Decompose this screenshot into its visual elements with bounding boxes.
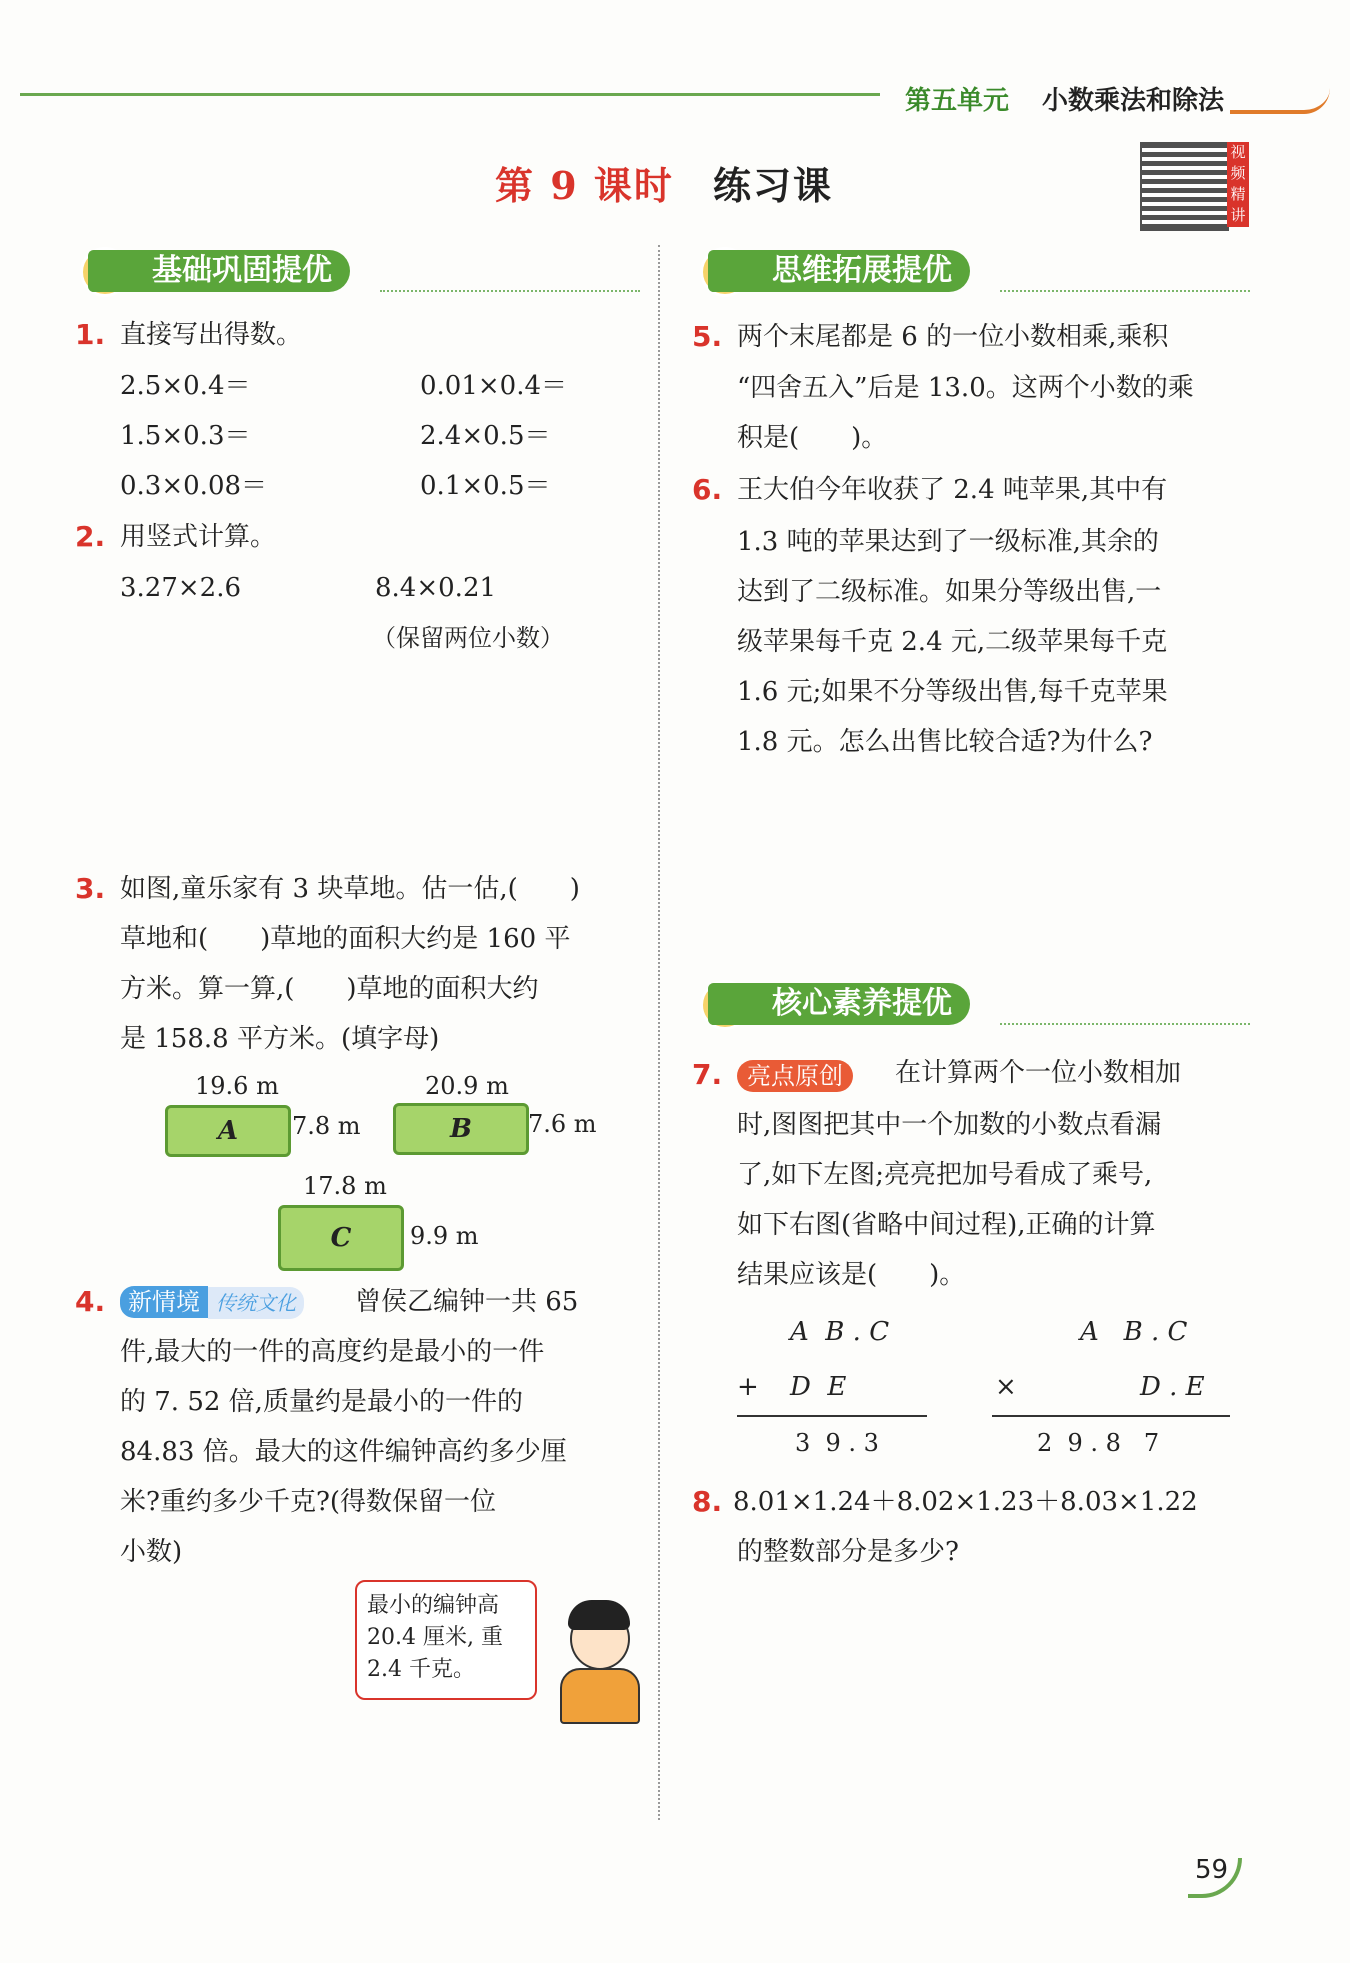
right-product-operator: × [995, 1372, 1017, 1402]
q5-line: “四舍五入”后是 13.0。这两个小数的乘 [737, 373, 1194, 403]
q4-line: 小数) [120, 1537, 183, 1567]
q6-line: 王大伯今年收获了 2.4 吨苹果,其中有 [737, 475, 1168, 505]
header-swoosh-decoration [1230, 88, 1330, 114]
question-number-6: 6. [692, 473, 723, 506]
field-a: A [165, 1105, 291, 1157]
q7-line: 在计算两个一位小数相加 [895, 1058, 1182, 1088]
page-number: 59 [1195, 1855, 1229, 1885]
q6-line: 达到了二级标准。如果分等级出售,一 [737, 577, 1162, 607]
q3-line: 如图,童乐家有 3 块草地。估一估,( ) [120, 874, 580, 904]
unit-label: 第五单元 [905, 86, 1010, 116]
tag-new-context [120, 1282, 304, 1317]
question-number-1: 1. [75, 318, 106, 351]
q1-item: 2.4×0.5＝ [420, 421, 551, 451]
question-1-text: 直接写出得数。 [120, 320, 303, 350]
q3-line: 方米。算一算,( )草地的面积大约 [120, 974, 539, 1004]
question-number-5: 5. [692, 320, 723, 353]
section-divider [1000, 1023, 1250, 1025]
column-divider [658, 245, 660, 1820]
question-number-3: 3. [75, 872, 106, 905]
left-sum-row2: D E [790, 1372, 847, 1402]
tag-new-label: 新情境 [120, 1286, 208, 1318]
q8-line: 8.01×1.24＋8.02×1.23＋8.03×1.22 [733, 1487, 1198, 1517]
unit-title: 小数乘法和除法 [1042, 86, 1225, 116]
q1-item: 1.5×0.3＝ [120, 421, 251, 451]
q7-line: 了,如下左图;亮亮把加号看成了乘号, [737, 1160, 1153, 1190]
q5-line: 积是( )。 [737, 423, 888, 453]
section-divider [380, 290, 640, 292]
q8-line: 的整数部分是多少? [737, 1537, 959, 1567]
field-c-width: 17.8 m [303, 1172, 387, 1200]
lesson-title: 练习课 [713, 164, 834, 208]
q5-line: 两个末尾都是 6 的一位小数相乘,乘积 [737, 322, 1169, 352]
left-sum-operator: + [737, 1372, 759, 1402]
lesson-number: 第 9 课时 [495, 163, 674, 208]
field-a-width: 19.6 m [195, 1072, 279, 1100]
tag-original-label: 亮点原创 [737, 1060, 853, 1092]
section-divider [1000, 290, 1250, 292]
qr-code-icon[interactable] [1140, 142, 1229, 231]
boy-illustration-body [560, 1668, 640, 1724]
q4-line: 84.83 倍。最大的这件编钟高约多少厘 [120, 1437, 567, 1467]
q6-line: 1.8 元。怎么出售比较合适?为什么? [737, 727, 1153, 757]
section-basic: 基础巩固提优 [88, 250, 350, 292]
q1-item: 2.5×0.4＝ [120, 371, 251, 401]
q1-item: 0.1×0.5＝ [420, 471, 551, 501]
field-b: B [393, 1103, 529, 1155]
q2-item: 8.4×0.21 [375, 573, 497, 603]
boy-illustration-hair [568, 1600, 630, 1630]
right-product-row2: D . E [1140, 1372, 1205, 1402]
field-b-height: 7.6 m [528, 1110, 597, 1138]
q7-line: 结果应该是( )。 [737, 1260, 966, 1290]
question-2-text: 用竖式计算。 [120, 522, 277, 552]
q4-line: 的 7. 52 倍,质量约是最小的一件的 [120, 1387, 523, 1417]
right-product-result: 2 9 . 8 7 [1037, 1429, 1160, 1457]
q7-line: 时,图图把其中一个加数的小数点看漏 [737, 1110, 1162, 1140]
field-a-height: 7.8 m [292, 1112, 361, 1140]
q2-note: （保留两位小数） [372, 624, 564, 652]
q4-line: 件,最大的一件的高度约是最小的一件 [120, 1337, 545, 1367]
q2-item: 3.27×2.6 [120, 573, 242, 603]
field-c-height: 9.9 m [410, 1222, 479, 1250]
q6-line: 级苹果每千克 2.4 元,二级苹果每千克 [737, 627, 1168, 657]
field-b-width: 20.9 m [425, 1072, 509, 1100]
question-number-7: 7. [692, 1058, 723, 1091]
question-number-2: 2. [75, 520, 106, 553]
q3-line: 是 158.8 平方米。(填字母) [120, 1024, 440, 1054]
q6-line: 1.3 吨的苹果达到了一级标准,其余的 [737, 527, 1159, 557]
header-rule [20, 93, 880, 96]
q3-line: 草地和( )草地的面积大约是 160 平 [120, 924, 571, 954]
bubble-line: 2.4 千克。 [367, 1657, 475, 1682]
right-product-rule [992, 1415, 1230, 1417]
q4-line: 米?重约多少千克?(得数保留一位 [120, 1487, 497, 1517]
q1-item: 0.3×0.08＝ [120, 471, 268, 501]
section-core: 核心素养提优 [708, 983, 970, 1025]
field-c: C [278, 1205, 404, 1271]
tag-original [737, 1056, 853, 1091]
q6-line: 1.6 元;如果不分等级出售,每千克苹果 [737, 677, 1168, 707]
bubble-line: 20.4 厘米, 重 [367, 1625, 503, 1650]
q7-line: 如下右图(省略中间过程),正确的计算 [737, 1210, 1156, 1240]
q4-line: 曾侯乙编钟一共 65 [355, 1287, 579, 1317]
left-sum-rule [737, 1415, 927, 1417]
qr-label: 视频精讲 [1227, 142, 1249, 227]
left-sum-row1: A B . C [790, 1317, 890, 1347]
section-thinking: 思维拓展提优 [708, 250, 970, 292]
question-number-4: 4. [75, 1285, 106, 1318]
left-sum-result: 3 9 . 3 [795, 1429, 879, 1457]
tag-traditional-culture: 传统文化 [208, 1287, 304, 1319]
bubble-line: 最小的编钟高 [367, 1593, 500, 1618]
q1-item: 0.01×0.4＝ [420, 371, 568, 401]
speech-bubble [355, 1580, 537, 1700]
question-number-8: 8. [692, 1485, 723, 1518]
right-product-row1: A B . C [1080, 1317, 1188, 1347]
